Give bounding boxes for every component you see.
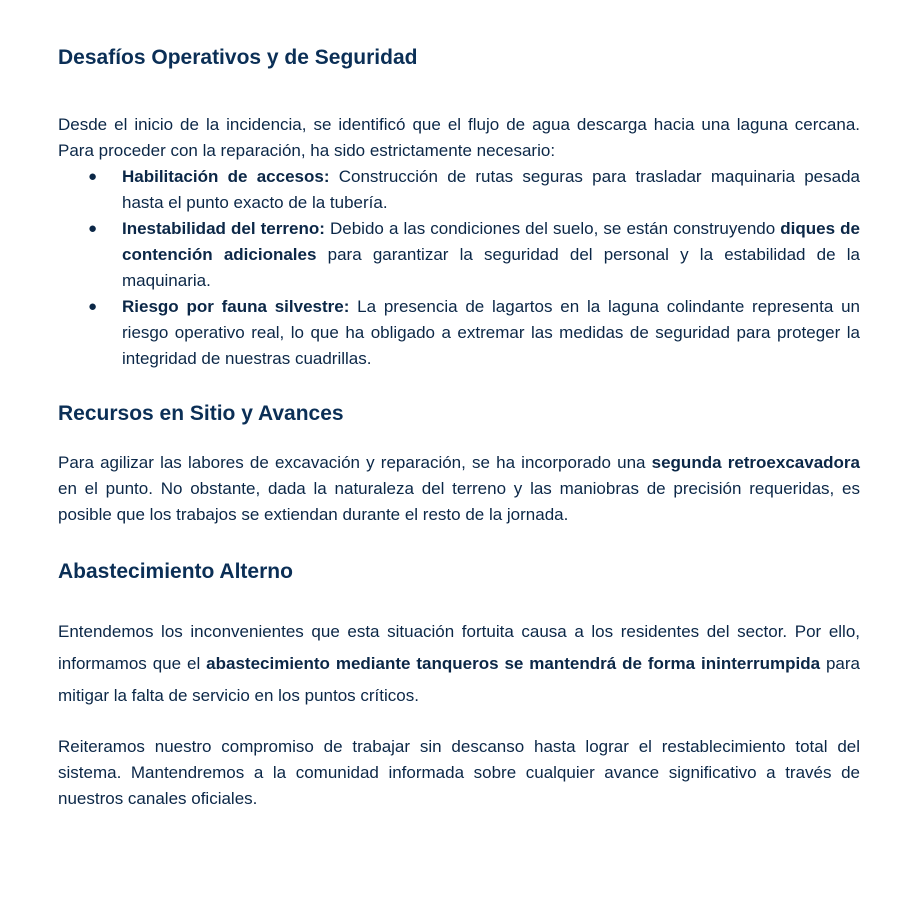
recursos-paragraph: [58, 450, 860, 528]
section-heading-desafios: Desafíos Operativos y de Seguridad: [58, 46, 418, 69]
list-item-terreno: [58, 216, 860, 294]
paragraph-emphasis: segunda retroexcavadora: [651, 453, 860, 472]
bullet-icon: ●: [88, 168, 98, 185]
list-item-text: Construcción de rutas seguras para trasladar maquinaria pesada hasta el punto exacto de la tubería.: [122, 167, 860, 212]
challenges-list: [58, 164, 860, 372]
list-item-title: Inestabilidad del terreno:: [122, 219, 325, 238]
abastecimiento-paragraph: [58, 616, 860, 712]
list-item-text: para garantizar la seguridad del personal y la estabilidad de la maquinaria.: [122, 245, 860, 290]
list-item-title: Riesgo por fauna silvestre:: [122, 297, 350, 316]
section-heading-abastecimiento: Abastecimiento Alterno: [58, 560, 293, 583]
list-item-accesos: [58, 164, 860, 216]
paragraph-emphasis: abastecimiento mediante tanqueros se mantendrá de forma ininterrumpida: [206, 654, 821, 673]
paragraph-text: Entendemos los inconvenientes que esta situación fortuita causa a los residentes del sector. Por ello, informamos que el: [58, 622, 860, 673]
list-item-text: Debido a las condiciones del suelo, se están construyendo: [324, 219, 781, 238]
bullet-icon: ●: [88, 220, 98, 237]
paragraph-text: en el punto. No obstante, dada la naturaleza del terreno y las maniobras de precisión requeridas, es posible que los trabajos se extiendan durante el resto de la jornada.: [58, 479, 860, 524]
list-item-emphasis: diques de contención adicionales: [122, 219, 860, 264]
section-intro-paragraph: Desde el inicio de la incidencia, se identificó que el flujo de agua descarga hacia una laguna cercana. Para proceder con la reparación, ha sido estrictamente necesario:: [58, 115, 860, 160]
document-page: [58, 44, 860, 812]
paragraph-text: Para agilizar las labores de excavación y reparación, se ha incorporado una: [58, 453, 652, 472]
bullet-icon: ●: [88, 298, 98, 315]
closing-paragraph: Reiteramos nuestro compromiso de trabajar sin descanso hasta lograr el restablecimiento total del sistema. Mantendremos a la comunidad informada sobre cualquier avance significativo a través de nuestros canales oficiales.: [58, 737, 860, 808]
list-item-text: La presencia de lagartos en la laguna colindante representa un riesgo operativo real, lo que ha obligado a extremar las medidas de seguridad para proteger la integridad de nuestras cuadrillas.: [122, 297, 861, 368]
paragraph-text: para mitigar la falta de servicio en los puntos críticos.: [58, 654, 860, 705]
section-heading-recursos: Recursos en Sitio y Avances: [58, 402, 344, 425]
list-item-title: Habilitación de accesos:: [122, 167, 330, 186]
list-item-fauna: [58, 294, 860, 372]
